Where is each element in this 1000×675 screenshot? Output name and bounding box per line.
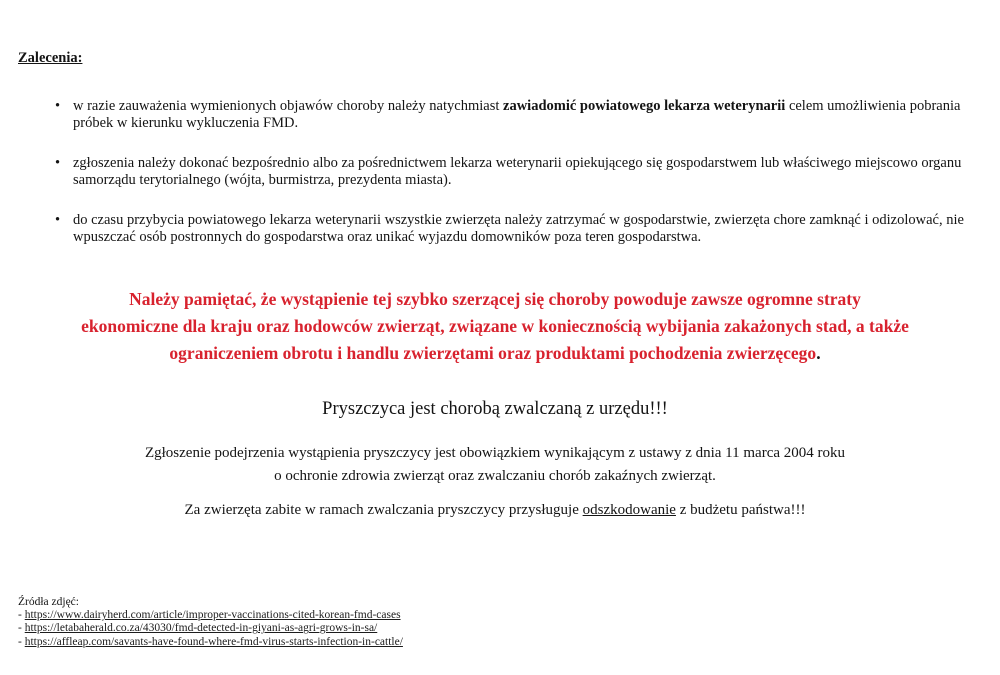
statement-compensation xyxy=(18,499,972,522)
warning-paragraph xyxy=(18,286,972,367)
source-link-letabaherald[interactable]: https://letabaherald.co.za/43030/fmd-detected-in-giyani-as-agri-grows-in-sa/ xyxy=(24,622,378,635)
recommendations-heading: Zalecenia: xyxy=(18,50,83,66)
bullet-marker-icon: • xyxy=(55,212,61,228)
bullet-item-keep-animals xyxy=(55,212,972,246)
source-line xyxy=(18,622,403,635)
bullet-item-notify-vet xyxy=(55,98,972,132)
warning-line: ekonomiczne dla kraju oraz hodowców zwierząt, związane w koniecznością wybijania zakażonych stad, a także xyxy=(81,316,909,336)
statement-line: Zgłoszenie podejrzenia wystąpienia pryszczycy jest obowiązkiem wynikającym z ustawy z dnia 11 marca 2004 roku xyxy=(144,445,846,461)
bullet-text: samorządu terytorialnego (wójta, burmistrza, prezydenta miasta). xyxy=(73,172,452,188)
statement-disease-eradicated: Pryszczyca jest chorobą zwalczaną z urzędu!!! xyxy=(322,399,668,419)
bullet-text: do czasu przybycia powiatowego lekarza weterynarii wszystkie zwierzęta należy zatrzymać w gospodarstwie, zwierzęta chore zamknąć i odizolować, nie xyxy=(73,212,964,228)
statement-line: o ochronie zdrowia zwierząt oraz zwalczaniu chorób zakaźnych zwierząt. xyxy=(274,468,716,484)
dash-prefix: - xyxy=(18,622,25,635)
photo-sources-label: Źródła zdjęć: xyxy=(18,596,79,608)
bullet-text: wpuszczać osób postronnych do gospodarstwa oraz unikać wyjazdu domowników poza teren gospodarstwa. xyxy=(73,229,702,245)
dash-prefix: - xyxy=(18,609,25,622)
warning-trailing-period: . xyxy=(816,343,821,363)
statement-text: z budżetu państwa!!! xyxy=(675,502,806,518)
warning-line: ograniczeniem obrotu i handlu zwierzętami oraz produktami pochodzenia zwierzęcego xyxy=(169,343,817,363)
compensation-underlined-word: odszkodowanie xyxy=(582,502,676,518)
bullet-bold-text: zawiadomić powiatowego lekarza weterynarii xyxy=(503,98,786,114)
source-line xyxy=(18,609,403,622)
bullet-text: próbek w kierunku wykluczenia FMD. xyxy=(73,115,299,131)
warning-line: Należy pamiętać, że wystąpienie tej szybko szerzącej się choroby powoduje zawsze ogromne straty xyxy=(129,289,861,309)
recommendations-list xyxy=(18,98,972,246)
bullet-text: w razie zauważenia wymienionych objawów choroby należy natychmiast xyxy=(73,98,504,114)
bullet-text: celem umożliwienia pobrania xyxy=(785,98,961,114)
photo-sources-section xyxy=(18,596,403,649)
bullet-marker-icon: • xyxy=(55,98,61,114)
bullet-marker-icon: • xyxy=(55,155,61,171)
bullet-text: zgłoszenia należy dokonać bezpośrednio albo za pośrednictwem lekarza weterynarii opiekującego się gospodarstwem lub właściwego miejscowo organu xyxy=(73,155,962,171)
statement-text: Za zwierzęta zabite w ramach zwalczania pryszczycy przysługuje xyxy=(184,502,583,518)
source-link-dairyherd[interactable]: https://www.dairyherd.com/article/improper-vaccinations-cited-korean-fmd-cases xyxy=(24,609,401,622)
source-line xyxy=(18,636,403,649)
statement-reporting-obligation xyxy=(18,442,972,488)
bullet-item-how-to-report xyxy=(55,155,972,189)
source-link-affleap[interactable]: https://affleap.com/savants-have-found-where-fmd-virus-starts-infection-in-cattle/ xyxy=(24,635,403,648)
dash-prefix: - xyxy=(18,635,25,648)
